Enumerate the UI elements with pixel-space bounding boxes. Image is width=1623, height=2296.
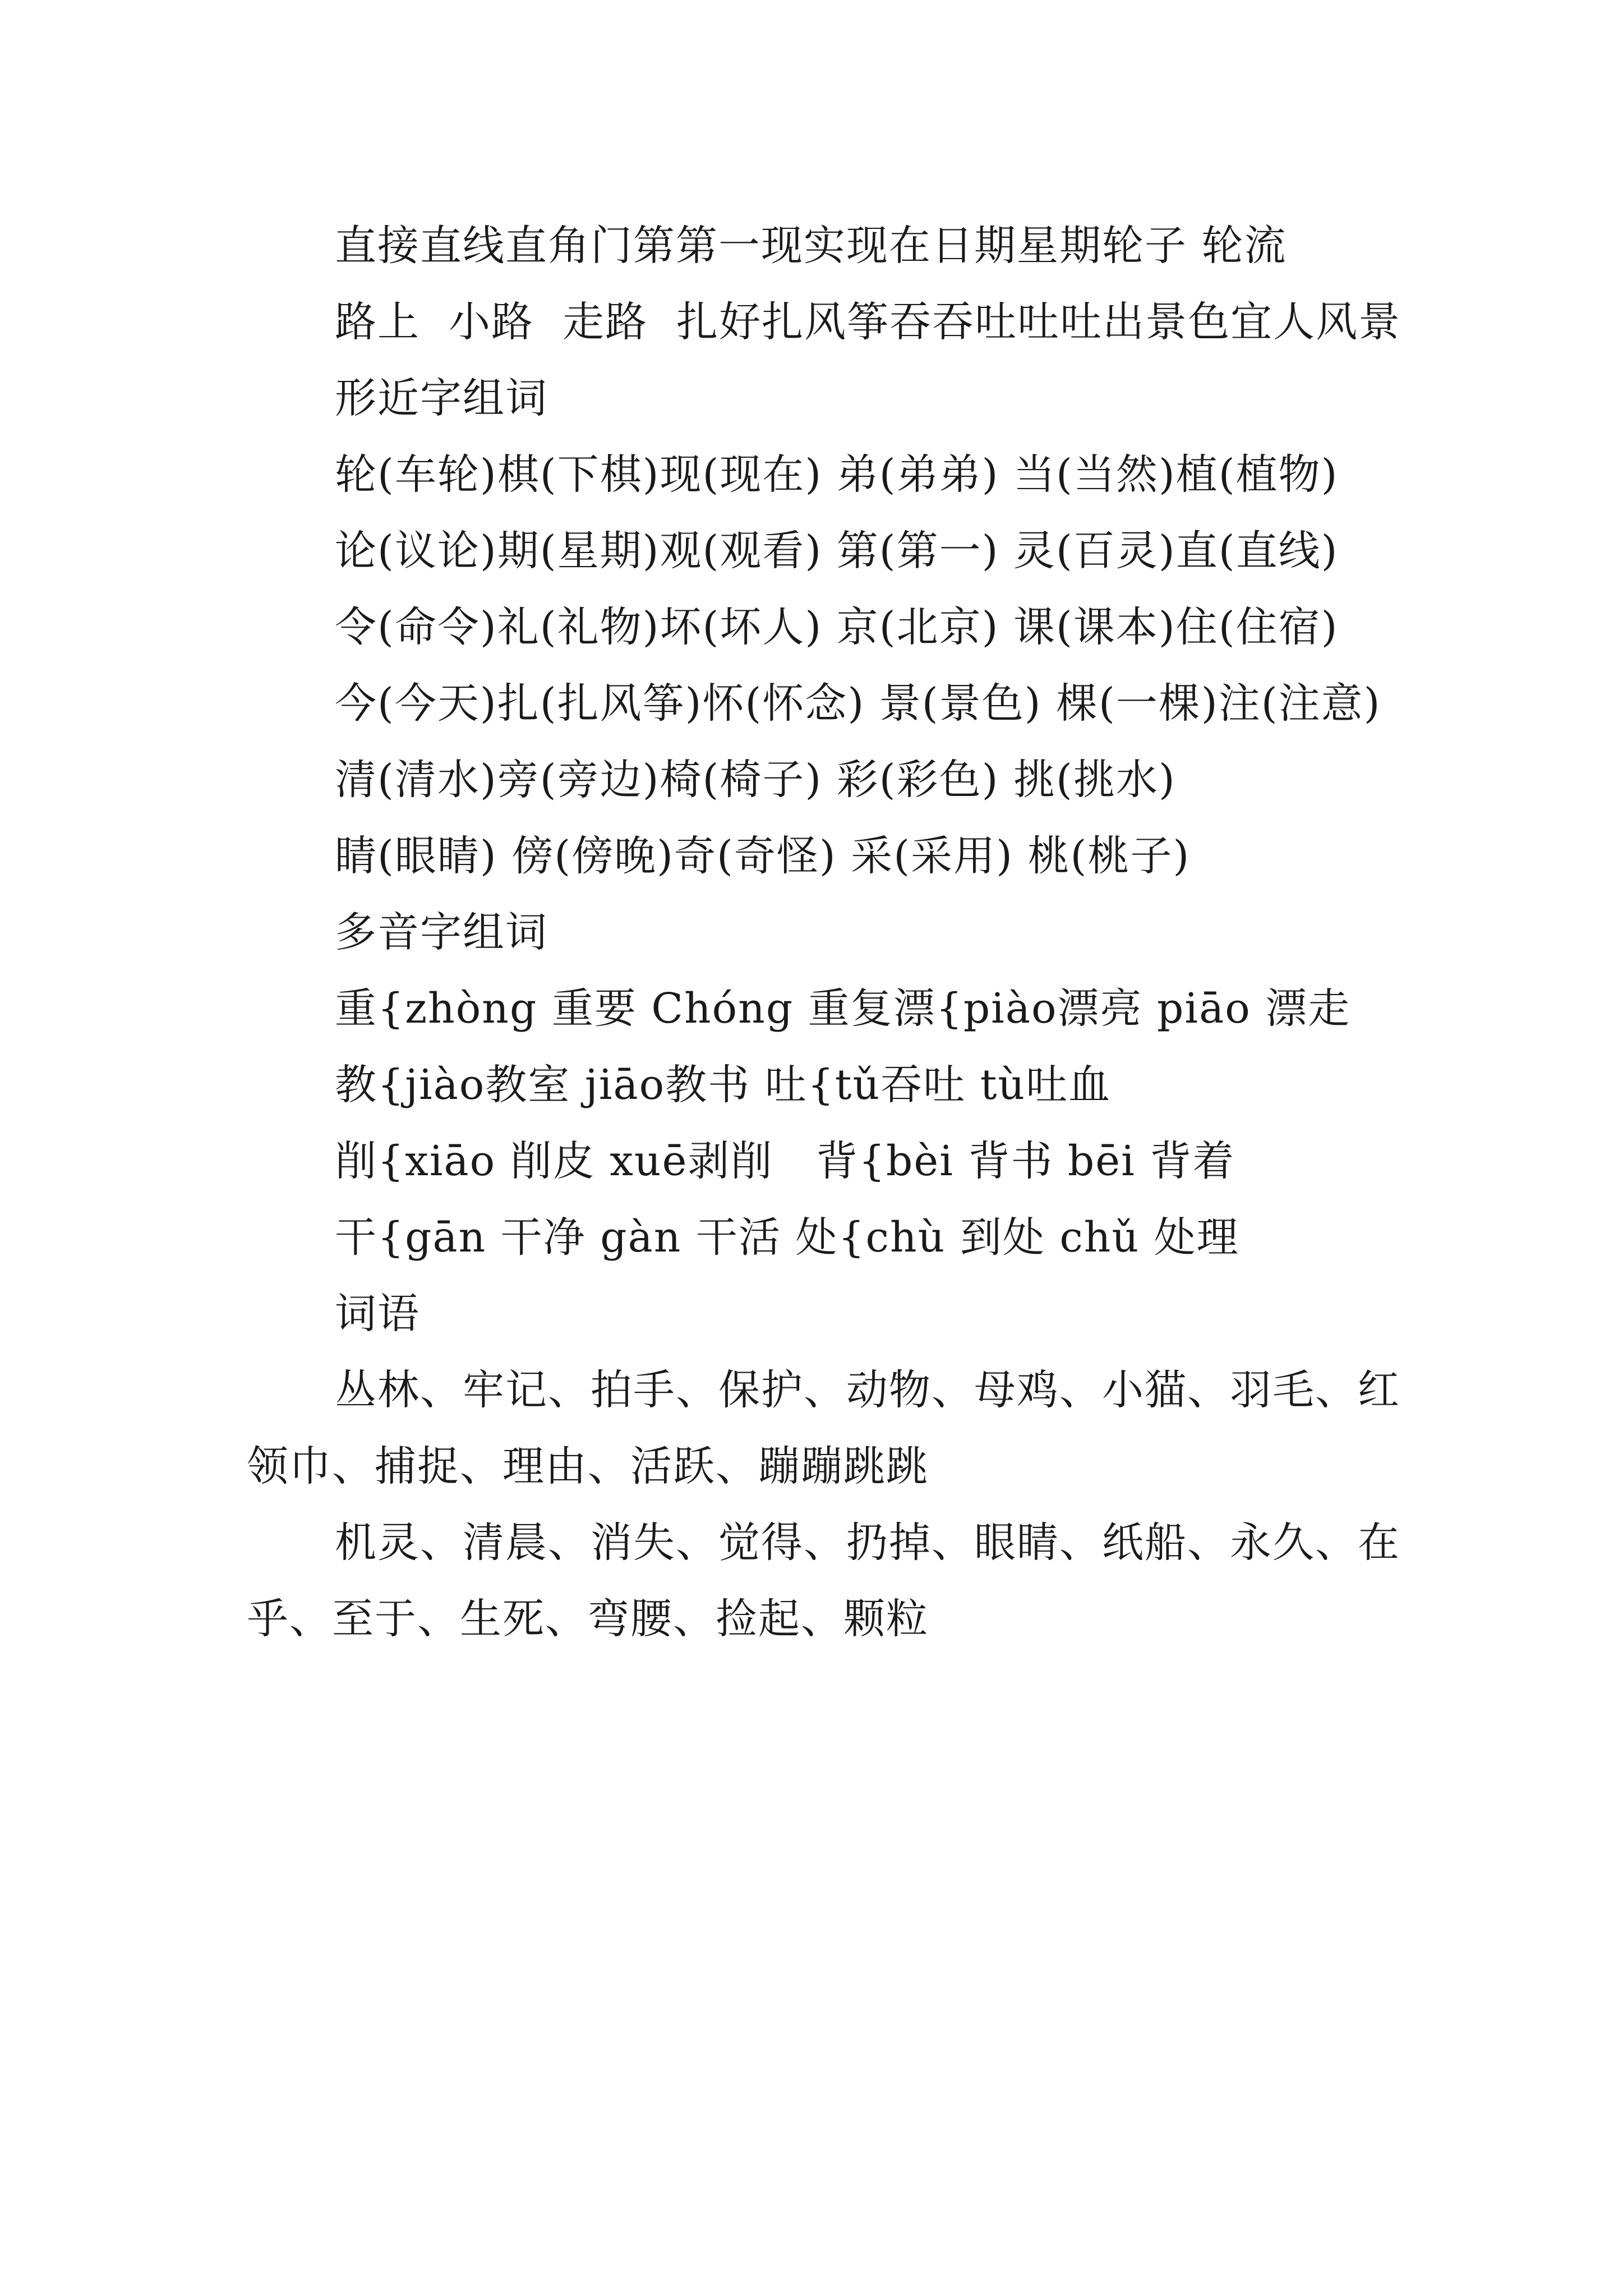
section-heading: 词语 bbox=[335, 1290, 420, 1338]
paragraph: 论(议论)期(星期)观(观看) 第(第一) 灵(百灵)直(直线) bbox=[335, 527, 1339, 575]
paragraph: 丛林、牢记、拍手、保护、动物、母鸡、小猫、羽毛、红领巾、捕捉、理由、活跃、蹦蹦跳跳 bbox=[247, 1366, 1400, 1490]
section-heading: 多音字组词 bbox=[335, 908, 548, 956]
paragraph: 睛(眼睛) 傍(傍晚)奇(奇怪) 采(采用) 桃(桃子) bbox=[335, 832, 1191, 880]
paragraph: 清(清水)旁(旁边)椅(椅子) 彩(彩色) 挑(挑水) bbox=[335, 756, 1176, 804]
paragraph: 轮(车轮)棋(下棋)现(现在) 弟(弟弟) 当(当然)植(植物) bbox=[335, 450, 1339, 499]
document-body bbox=[247, 208, 1402, 1657]
paragraph: 削{xiāo 削皮 xuē剥削 背{bèi 背书 bēi 背着 bbox=[335, 1137, 1235, 1185]
paragraph: 路上 小路 走路 扎好扎风筝吞吞吐吐吐出景色宜人风景 bbox=[335, 298, 1401, 346]
paragraph: 令(命令)礼(礼物)坏(坏人) 京(北京) 课(课本)住(住宿) bbox=[335, 603, 1339, 651]
paragraph: 今(今天)扎(扎风筝)怀(怀念) 景(景色) 棵(一棵)注(注意) bbox=[335, 679, 1381, 728]
paragraph: 重{zhòng 重要 Chóng 重复漂{piào漂亮 piāo 漂走 bbox=[335, 984, 1351, 1033]
paragraph: 直接直线直角门第第一现实现在日期星期轮子 轮流 bbox=[335, 222, 1287, 270]
paragraph: 教{jiào教室 jiāo教书 吐{tǔ吞吐 tù吐血 bbox=[335, 1061, 1112, 1109]
paragraph: 干{gān 干净 gàn 干活 处{chù 到处 chǔ 处理 bbox=[335, 1213, 1239, 1262]
section-heading: 形近字组词 bbox=[335, 374, 548, 422]
paragraph: 机灵、清晨、消失、觉得、扔掉、眼睛、纸船、永久、在乎、至于、生死、弯腰、捡起、颗粒 bbox=[247, 1519, 1400, 1643]
